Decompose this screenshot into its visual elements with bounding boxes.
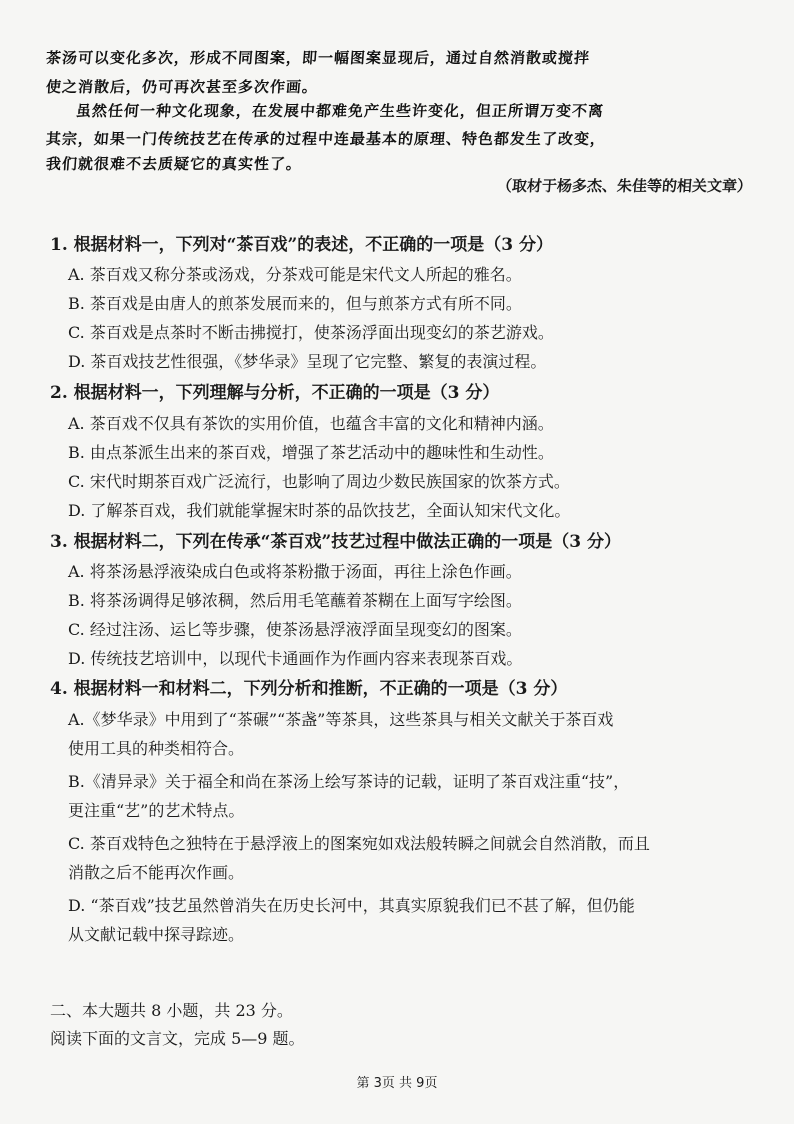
question-2-option-b: B. 由点茶派生出来的茶百戏，增强了茶艺活动中的趣味性和生动性。 bbox=[68, 443, 554, 462]
question-2-stem: 2. 根据材料一，下列理解与分析，不正确的一项是（3 分） bbox=[50, 383, 500, 403]
question-1-option-c: C. 茶百戏是点茶时不断击拂搅打，使茶汤浮面出现变幻的茶艺游戏。 bbox=[68, 323, 554, 342]
section-2-title: 二、本大题共 8 小题，共 23 分。 bbox=[50, 1001, 293, 1020]
question-3-option-b: B. 将茶汤调得足够浓稠，然后用毛笔蘸着茶糊在上面写字绘图。 bbox=[68, 591, 522, 610]
page-footer: 第 3页 共 9页 bbox=[356, 1076, 438, 1091]
handwritten-line: 虽然任何一种文化现象，在发展中都难免产生些许变化，但正所谓万变不离 bbox=[75, 102, 605, 120]
question-1-stem: 1. 根据材料一，下列对“茶百戏”的表述，不正确的一项是（3 分） bbox=[50, 235, 553, 255]
handwritten-line: 茶汤可以变化多次，形成不同图案，即一幅图案显现后，通过自然消散或搅拌 bbox=[45, 49, 591, 67]
question-3-option-c: C. 经过注汤、运匕等步骤，使茶汤悬浮液浮面呈现变幻的图案。 bbox=[68, 620, 522, 639]
question-4-option-d-line1: D. “茶百戏”技艺虽然曾消失在历史长河中，其真实原貌我们已不甚了解，但仍能 bbox=[68, 896, 635, 915]
question-3-stem: 3. 根据材料二，下列在传承“茶百戏”技艺过程中做法正确的一项是（3 分） bbox=[50, 532, 621, 552]
question-4-option-a-line1: A.《梦华录》中用到了“茶碾”“茶盏”等茶具，这些茶具与相关文献关于茶百戏 bbox=[68, 710, 614, 729]
handwritten-line: 我们就很难不去质疑它的真实性了。 bbox=[45, 155, 303, 173]
question-2-option-a: A. 茶百戏不仅具有茶饮的实用价值，也蕴含丰富的文化和精神内涵。 bbox=[68, 414, 554, 433]
question-1-option-b: B. 茶百戏是由唐人的煎茶发展而来的，但与煎茶方式有所不同。 bbox=[68, 294, 522, 313]
question-4-option-a-line2: 使用工具的种类相符合。 bbox=[68, 739, 245, 758]
question-2-option-c: C. 宋代时期茶百戏广泛流行，也影响了周边少数民族国家的饮茶方式。 bbox=[68, 472, 570, 491]
question-3-option-a: A. 将茶汤悬浮液染成白色或将茶粉撒于汤面，再往上涂色作画。 bbox=[68, 562, 522, 581]
handwritten-line: 使之消散后，仍可再次甚至多次作画。 bbox=[45, 78, 319, 96]
question-4-stem: 4. 根据材料一和材料二，下列分析和推断，不正确的一项是（3 分） bbox=[50, 679, 568, 699]
question-1-option-d: D. 茶百戏技艺性很强，《梦华录》呈现了它完整、繁复的表演过程。 bbox=[68, 352, 547, 371]
question-3-option-d: D. 传统技艺培训中，以现代卡通画作为作画内容来表现茶百戏。 bbox=[68, 649, 523, 668]
question-4-option-b-line1: B.《清异录》关于福全和尚在茶汤上绘写茶诗的记载，证明了茶百戏注重“技”， bbox=[68, 772, 630, 791]
question-4-option-b-line2: 更注重“艺”的艺术特点。 bbox=[68, 801, 245, 820]
citation: （取材于杨多杰、朱佳等的相关文章） bbox=[496, 177, 753, 195]
handwritten-line: 其宗，如果一门传统技艺在传承的过程中连最基本的原理、特色都发生了改变， bbox=[45, 130, 607, 148]
question-4-option-c-line1: C. 茶百戏特色之独特在于悬浮液上的图案宛如戏法般转瞬之间就会自然消散，而且 bbox=[68, 834, 650, 853]
question-4-option-c-line2: 消散之后不能再次作画。 bbox=[68, 863, 245, 882]
section-2-instruction: 阅读下面的文言文，完成 5—9 题。 bbox=[50, 1029, 305, 1048]
question-2-option-d: D. 了解茶百戏，我们就能掌握宋时茶的品饮技艺，全面认知宋代文化。 bbox=[68, 501, 571, 520]
question-1-option-a: A. 茶百戏又称分茶或汤戏，分茶戏可能是宋代文人所起的雅名。 bbox=[68, 265, 522, 284]
question-4-option-d-line2: 从文献记载中探寻踪迹。 bbox=[68, 925, 245, 944]
